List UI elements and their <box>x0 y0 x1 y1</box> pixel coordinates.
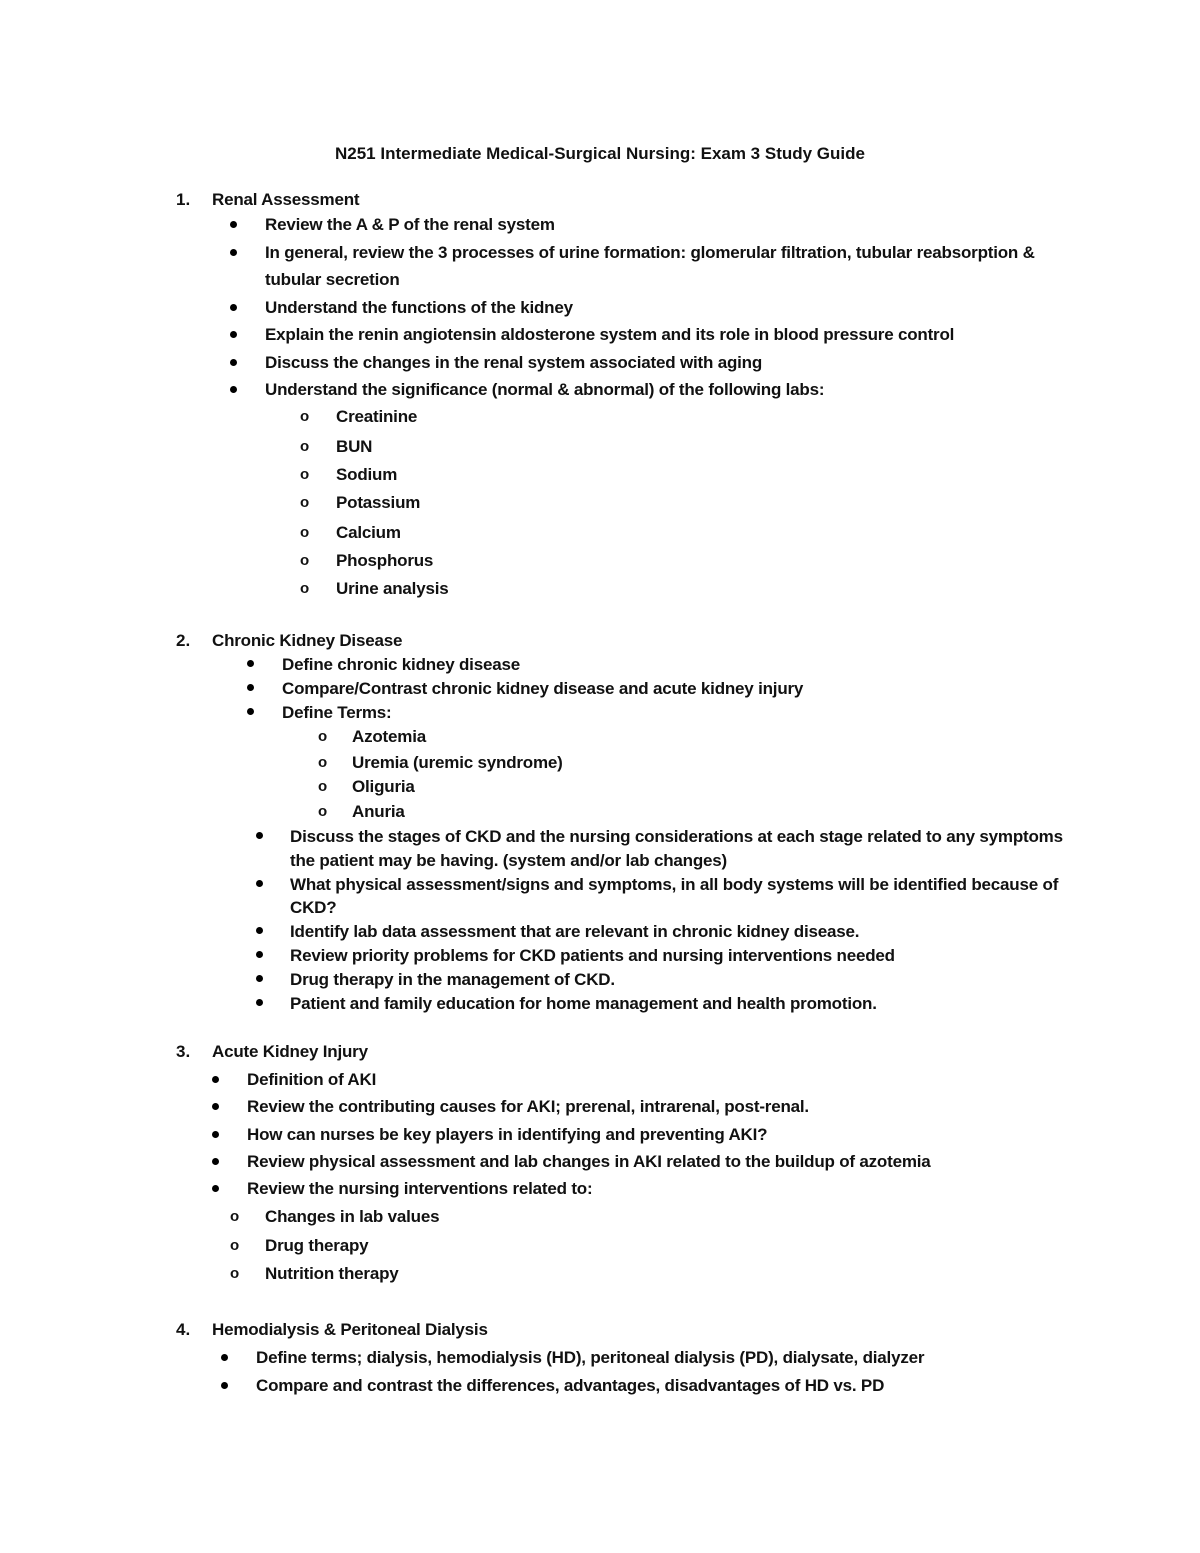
sub-list-item: Urine analysis <box>336 579 449 598</box>
section-heading-renal-assessment: Renal Assessment <box>212 190 360 209</box>
list-item: What physical assessment/signs and symptoms, in all body systems will be identified because of <box>290 875 1059 894</box>
list-item: How can nurses be key players in identifying and preventing AKI? <box>247 1125 768 1144</box>
bullet-icon <box>256 951 263 958</box>
list-item-continuation: CKD? <box>290 898 337 917</box>
bullet-icon <box>230 359 237 366</box>
bullet-icon <box>212 1103 219 1110</box>
list-item: Compare and contrast the differences, advantages, disadvantages of HD vs. PD <box>256 1376 885 1395</box>
bullet-icon <box>247 684 254 691</box>
sub-list-item: Azotemia <box>352 727 426 746</box>
bullet-icon <box>230 249 237 256</box>
bullet-icon <box>256 880 263 887</box>
bullet-icon <box>212 1185 219 1192</box>
sub-list-item: Creatinine <box>336 407 418 426</box>
list-item: Review the contributing causes for AKI; prerenal, intrarenal, post-renal. <box>247 1097 809 1116</box>
document-title: N251 Intermediate Medical-Surgical Nursing: Exam 3 Study Guide <box>335 144 865 163</box>
sub-bullet-icon: o <box>300 408 310 425</box>
bullet-icon <box>212 1131 219 1138</box>
section-heading-chronic-kidney-disease: Chronic Kidney Disease <box>212 631 403 650</box>
sub-list-item: Potassium <box>336 493 421 512</box>
sub-list-item: Oliguria <box>352 777 415 796</box>
section-number: 4. <box>176 1320 191 1339</box>
bullet-icon <box>247 708 254 715</box>
bullet-icon <box>256 999 263 1006</box>
list-item: Understand the significance (normal & abnormal) of the following labs: <box>265 380 825 399</box>
bullet-icon <box>230 331 237 338</box>
sub-list-item: Sodium <box>336 465 398 484</box>
sub-list-item: Nutrition therapy <box>265 1264 399 1283</box>
list-item: Definition of AKI <box>247 1070 377 1089</box>
sub-bullet-icon: o <box>318 728 328 745</box>
sub-bullet-icon: o <box>230 1237 240 1254</box>
bullet-icon <box>221 1354 228 1361</box>
list-item: Review the A & P of the renal system <box>265 215 555 234</box>
sub-list-item: Phosphorus <box>336 551 434 570</box>
list-item-continuation: tubular secretion <box>265 270 400 289</box>
bullet-icon <box>230 386 237 393</box>
list-item: Understand the functions of the kidney <box>265 298 573 317</box>
list-item: Compare/Contrast chronic kidney disease and acute kidney injury <box>282 679 804 698</box>
section-heading-dialysis: Hemodialysis & Peritoneal Dialysis <box>212 1320 488 1339</box>
list-item: Review the nursing interventions related to: <box>247 1179 593 1198</box>
list-item: Define terms; dialysis, hemodialysis (HD), peritoneal dialysis (PD), dialysate, dialyzer <box>256 1348 925 1367</box>
section-number: 1. <box>176 190 191 209</box>
bullet-icon <box>221 1382 228 1389</box>
sub-bullet-icon: o <box>300 466 310 483</box>
sub-list-item: Uremia (uremic syndrome) <box>352 753 563 772</box>
bullet-icon <box>230 304 237 311</box>
sub-bullet-icon: o <box>318 754 328 771</box>
bullet-icon <box>212 1158 219 1165</box>
sub-bullet-icon: o <box>318 778 328 795</box>
list-item: Review priority problems for CKD patients and nursing interventions needed <box>290 946 895 965</box>
list-item: Discuss the changes in the renal system associated with aging <box>265 353 763 372</box>
list-item: Identify lab data assessment that are relevant in chronic kidney disease. <box>290 922 860 941</box>
list-item: Define chronic kidney disease <box>282 655 520 674</box>
list-item: Define Terms: <box>282 703 392 722</box>
list-item: Drug therapy in the management of CKD. <box>290 970 615 989</box>
sub-bullet-icon: o <box>300 494 310 511</box>
section-number: 2. <box>176 631 191 650</box>
bullet-icon <box>212 1076 219 1083</box>
section-number: 3. <box>176 1042 191 1061</box>
sub-bullet-icon: o <box>230 1265 240 1282</box>
sub-bullet-icon: o <box>300 438 310 455</box>
bullet-icon <box>230 221 237 228</box>
section-heading-acute-kidney-injury: Acute Kidney Injury <box>212 1042 368 1061</box>
sub-list-item: BUN <box>336 437 373 456</box>
sub-list-item: Drug therapy <box>265 1236 369 1255</box>
sub-bullet-icon: o <box>300 580 310 597</box>
sub-list-item: Changes in lab values <box>265 1207 440 1226</box>
bullet-icon <box>256 975 263 982</box>
bullet-icon <box>247 660 254 667</box>
sub-list-item: Anuria <box>352 802 405 821</box>
list-item: Explain the renin angiotensin aldosterone system and its role in blood pressure control <box>265 325 955 344</box>
bullet-icon <box>256 927 263 934</box>
list-item: In general, review the 3 processes of urine formation: glomerular filtration, tubular reabsorption & <box>265 243 1035 262</box>
sub-bullet-icon: o <box>230 1208 240 1225</box>
sub-bullet-icon: o <box>300 524 310 541</box>
sub-list-item: Calcium <box>336 523 401 542</box>
list-item-continuation: the patient may be having. (system and/or lab changes) <box>290 851 727 870</box>
list-item: Patient and family education for home management and health promotion. <box>290 994 877 1013</box>
bullet-icon <box>256 832 263 839</box>
sub-bullet-icon: o <box>300 552 310 569</box>
list-item: Discuss the stages of CKD and the nursing considerations at each stage related to any symptoms <box>290 827 1063 846</box>
sub-bullet-icon: o <box>318 803 328 820</box>
list-item: Review physical assessment and lab changes in AKI related to the buildup of azotemia <box>247 1152 931 1171</box>
